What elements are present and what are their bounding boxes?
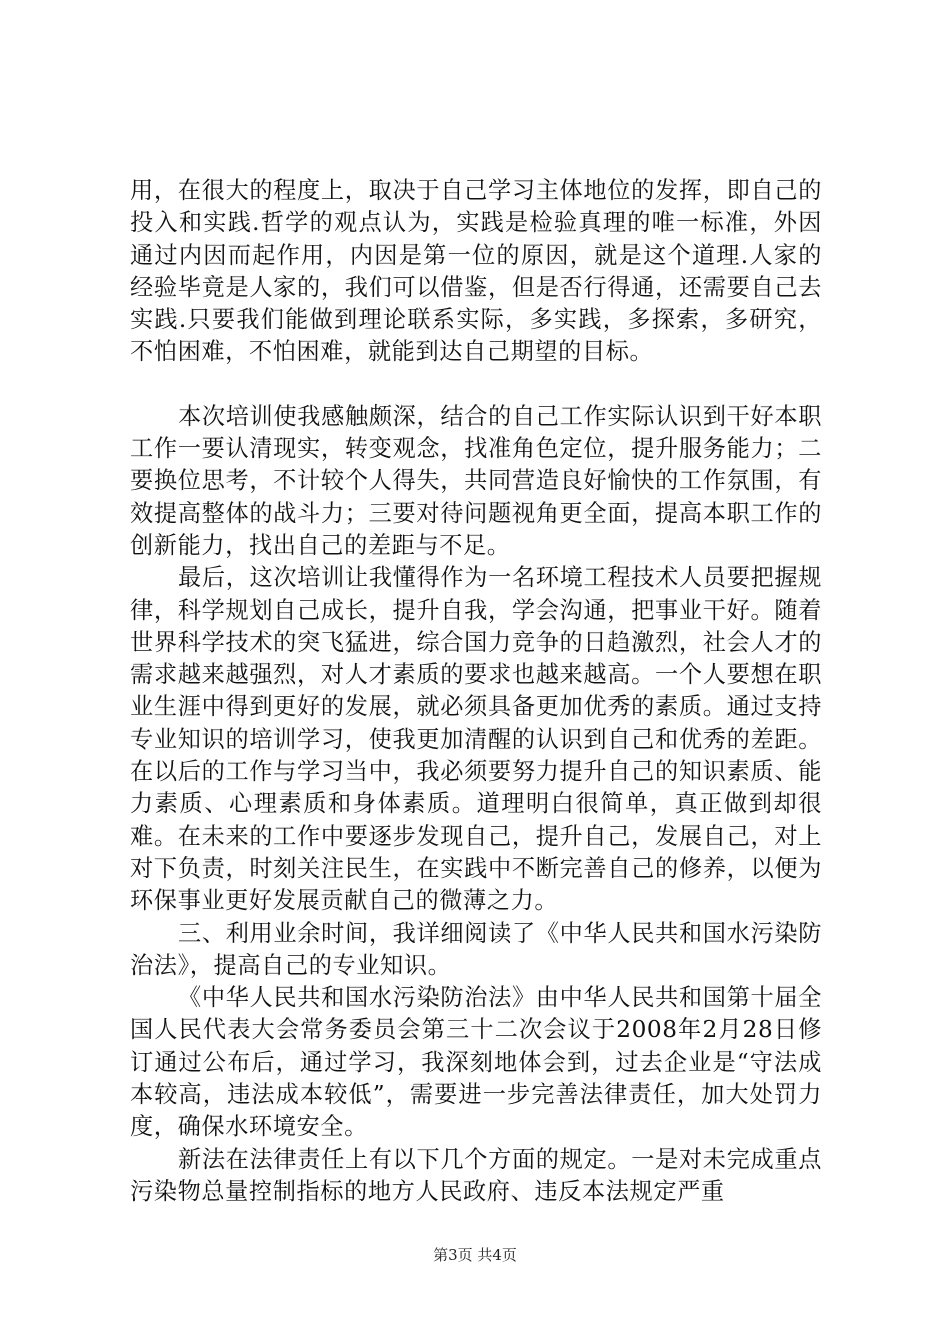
paragraph-legal-liability: 新法在法律责任上有以下几个方面的规定。一是对未完成重点污染物总量控制指标的地方人民政府、违反本法规定严重 [130,1145,822,1205]
paragraph-continuation: 用，在很大的程度上，取决于自己学习主体地位的发挥，即自己的投入和实践.哲学的观点认为，实践是检验真理的唯一标准，外因通过内因而起作用，内因是第一位的原因，就是这个道理.人家的经验毕竟是人家的，我们可以借鉴，但是否行得通，还需要自己去实践.只要我们能做到理论联系实际，多实践，多探索，多研究，不怕困难，不怕困难，就能到达自己期望的目标。 [130,177,822,366]
paragraph-water-law: 《中华人民共和国水污染防治法》由中华人民共和国第十届全国人民代表大会常务委员会第三十二次会议于2008年2月28日修订通过公布后，通过学习，我深刻地体会到，过去企业是“守法成本较高，违法成本较低”，需要进一步完善法律责任，加大处罚力度，确保水环境安全。 [130,984,822,1141]
page-number-footer: 第3页 共4页 [433,1246,517,1264]
paragraph-conclusion: 最后，这次培训让我懂得作为一名环境工程技术人员要把握规律，科学规划自己成长，提升自我，学会沟通，把事业干好。随着世界科学技术的突飞猛进，综合国力竞争的日趋激烈，社会人才的需求越来越强烈，对人才素质的要求也越来越高。一个人要想在职业生涯中得到更好的发展，就必须具备更加优秀的素质。通过支持专业知识的培训学习，使我更加清醒的认识到自己和优秀的差距。在以后的工作与学习当中，我必须要努力提升自己的知识素质、能力素质、心理素质和身体素质。道理明白很简单，真正做到却很难。在未来的工作中要逐步发现自己，提升自己，发展自己，对上对下负责，时刻关注民生，在实践中不断完善自己的修养，以便为环保事业更好发展贡献自己的微薄之力。 [130,564,822,915]
paragraph-section-three: 三、利用业余时间，我详细阅读了《中华人民共和国水污染防治法》，提高自己的专业知识。 [130,919,822,979]
paragraph-training-reflection: 本次培训使我感触颇深，结合的自己工作实际认识到干好本职工作一要认清现实，转变观念，找准角色定位，提升服务能力；二要换位思考，不计较个人得失，共同营造良好愉快的工作氛围，有效提高整体的战斗力；三要对待问题视角更全面，提高本职工作的创新能力，找出自己的差距与不足。 [130,402,822,559]
document-body [130,175,822,1208]
